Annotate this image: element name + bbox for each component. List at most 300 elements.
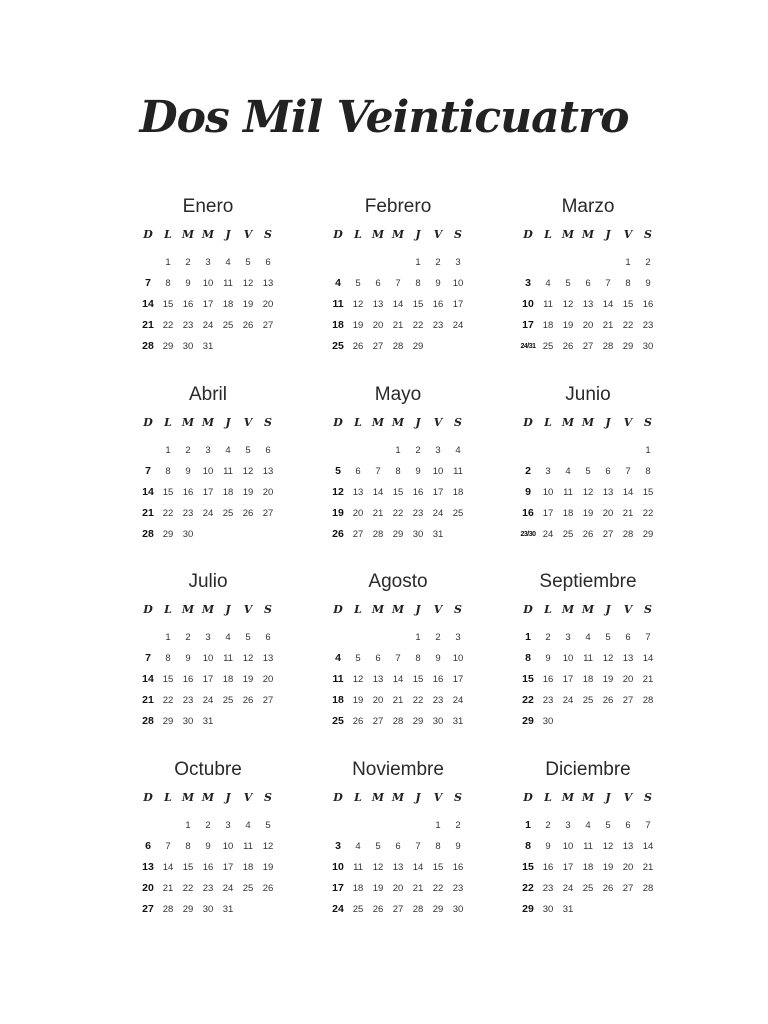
weekday-label: S (644, 416, 652, 429)
date-cell: 6 (375, 653, 381, 664)
date-cell: 12 (602, 653, 614, 664)
date-cell: 7 (395, 278, 401, 289)
week-row (138, 336, 278, 357)
date-cell: 16 (542, 862, 554, 873)
weekday-label: D (333, 603, 343, 616)
weekday-label: M (561, 228, 575, 241)
date-cell: 7 (625, 466, 631, 477)
date-cell: 12 (562, 299, 574, 310)
week-row (138, 524, 278, 545)
sunday-date: 7 (145, 652, 151, 664)
date-cell (388, 627, 408, 648)
sunday-date: 26 (332, 528, 344, 540)
date-cell: 5 (245, 445, 251, 456)
weekday-header (328, 603, 468, 616)
date-cell: 5 (605, 820, 611, 831)
sunday-date: 20 (142, 882, 154, 894)
sunday-date: 17 (522, 319, 534, 331)
sunday-date: 10 (522, 298, 534, 310)
weekday-header (328, 416, 468, 429)
date-cell: 26 (352, 716, 364, 727)
date-cell: 31 (452, 716, 464, 727)
weekday-label: M (181, 228, 195, 241)
weekday-header (518, 228, 658, 241)
date-cell: 24 (542, 529, 554, 540)
weekday-label: M (561, 416, 575, 429)
date-cell: 24 (202, 695, 214, 706)
sunday-date: 14 (142, 298, 154, 310)
date-cell: 1 (395, 445, 401, 456)
date-cell: 21 (642, 862, 654, 873)
week-row (328, 336, 468, 357)
sunday-date (328, 815, 348, 836)
sunday-date: 22 (522, 694, 534, 706)
date-cell: 11 (223, 466, 233, 477)
weekday-label: S (644, 228, 652, 241)
date-cell: 9 (185, 466, 191, 477)
date-cell: 21 (392, 320, 404, 331)
date-cell: 8 (185, 841, 191, 852)
weekday-label: V (243, 228, 253, 241)
date-cell: 18 (352, 883, 364, 894)
date-cell: 24 (562, 883, 574, 894)
date-cell (448, 524, 468, 545)
week-row (518, 648, 658, 669)
date-cell: 12 (352, 299, 364, 310)
date-cell: 17 (202, 674, 214, 685)
sunday-date: 10 (332, 861, 344, 873)
sunday-date: 15 (522, 861, 534, 873)
week-row (138, 440, 278, 461)
date-cell: 8 (395, 466, 401, 477)
weekday-label: V (243, 416, 253, 429)
weekday-header (518, 791, 658, 804)
date-cell: 4 (585, 632, 591, 643)
week-row (328, 440, 468, 461)
date-cell (558, 440, 578, 461)
date-cell: 17 (202, 487, 214, 498)
date-cell: 7 (415, 841, 421, 852)
date-cell: 30 (202, 904, 214, 915)
sunday-date: 21 (142, 507, 154, 519)
week-row (518, 482, 658, 503)
date-cell: 16 (542, 674, 554, 685)
date-cell: 20 (262, 674, 274, 685)
date-cell: 8 (415, 653, 421, 664)
date-cell: 26 (562, 341, 574, 352)
date-cell: 7 (645, 632, 651, 643)
month-name: Octubre (174, 759, 242, 780)
date-cell: 15 (432, 862, 444, 873)
date-cell (598, 252, 618, 273)
sunday-date: 12 (332, 486, 344, 498)
weekday-header (328, 791, 468, 804)
date-cell: 10 (202, 278, 214, 289)
date-cell: 29 (622, 341, 634, 352)
sunday-date: 4 (335, 277, 341, 289)
date-cell: 19 (262, 862, 274, 873)
sunday-date: 4 (335, 652, 341, 664)
date-cell: 5 (585, 466, 591, 477)
sunday-date: 21 (142, 319, 154, 331)
date-cell: 9 (455, 841, 461, 852)
date-cell: 25 (452, 508, 464, 519)
weekday-header (518, 416, 658, 429)
date-cell: 4 (585, 820, 591, 831)
date-cell (368, 627, 388, 648)
weekday-label: D (523, 791, 533, 804)
date-cell: 30 (412, 529, 424, 540)
date-cell: 16 (182, 487, 194, 498)
weekday-label: L (354, 228, 362, 241)
weekday-label: J (605, 791, 611, 804)
date-cell: 6 (375, 278, 381, 289)
date-cell: 2 (185, 257, 191, 268)
weekday-header (328, 228, 468, 241)
month-name: Febrero (364, 196, 432, 217)
weekday-label: M (391, 416, 405, 429)
week-row (138, 461, 278, 482)
date-cell: 9 (205, 841, 211, 852)
date-cell: 1 (165, 257, 171, 268)
date-cell: 8 (165, 653, 171, 664)
sunday-date (138, 252, 158, 273)
date-cell (348, 815, 368, 836)
date-cell: 20 (622, 862, 634, 873)
date-cell: 23 (542, 883, 554, 894)
weekday-label: V (243, 603, 253, 616)
weekday-label: D (333, 791, 343, 804)
date-cell: 14 (602, 299, 614, 310)
weekday-label: D (143, 791, 153, 804)
date-cell (368, 815, 388, 836)
date-cell: 2 (205, 820, 211, 831)
date-cell: 14 (372, 487, 384, 498)
date-cell: 15 (622, 299, 634, 310)
date-cell: 22 (162, 320, 174, 331)
date-cell: 28 (392, 716, 404, 727)
date-cell: 22 (392, 508, 404, 519)
week-row (138, 482, 278, 503)
date-cell: 12 (582, 487, 594, 498)
date-cell: 30 (432, 716, 444, 727)
date-cell: 20 (602, 508, 614, 519)
date-cell (258, 336, 278, 357)
date-cell: 7 (605, 278, 611, 289)
date-cell: 19 (242, 487, 254, 498)
weekday-label: M (561, 791, 575, 804)
date-cell (618, 440, 638, 461)
date-cell: 2 (435, 632, 441, 643)
date-cell: 30 (182, 716, 194, 727)
date-cell: 6 (585, 278, 591, 289)
weekday-header (138, 791, 278, 804)
week-row (518, 899, 658, 920)
weekday-label: J (225, 228, 231, 241)
sunday-date: 19 (332, 507, 344, 519)
sunday-date (138, 627, 158, 648)
weekday-label: M (391, 603, 405, 616)
date-cell (218, 524, 238, 545)
date-cell: 30 (542, 904, 554, 915)
week-row (138, 315, 278, 336)
date-cell: 27 (372, 341, 384, 352)
weekday-header (518, 603, 658, 616)
sunday-date: 28 (142, 340, 154, 352)
date-cell: 11 (563, 487, 573, 498)
date-cell: 13 (622, 653, 634, 664)
date-cell: 22 (412, 695, 424, 706)
date-cell: 16 (432, 299, 444, 310)
date-cell: 4 (455, 445, 461, 456)
date-cell: 28 (412, 904, 424, 915)
date-cell: 14 (642, 653, 654, 664)
date-cell (618, 711, 638, 732)
date-cell: 22 (162, 508, 174, 519)
date-cell: 6 (355, 466, 361, 477)
date-cell: 23 (202, 883, 214, 894)
date-cell: 12 (602, 841, 614, 852)
date-cell (578, 252, 598, 273)
date-cell: 16 (202, 862, 214, 873)
date-cell: 18 (562, 508, 574, 519)
date-cell: 18 (242, 862, 254, 873)
date-cell: 22 (622, 320, 634, 331)
date-cell: 19 (602, 674, 614, 685)
week-row (518, 524, 658, 545)
date-cell (448, 336, 468, 357)
weekday-header (138, 416, 278, 429)
date-cell (258, 899, 278, 920)
date-cell (538, 440, 558, 461)
date-cell (578, 440, 598, 461)
sunday-date (328, 252, 348, 273)
date-cell: 20 (372, 695, 384, 706)
weekday-label: M (181, 791, 195, 804)
date-cell (598, 711, 618, 732)
date-cell: 8 (165, 466, 171, 477)
weekday-label: J (605, 416, 611, 429)
date-cell: 4 (355, 841, 361, 852)
date-cell: 14 (642, 841, 654, 852)
week-row (518, 857, 658, 878)
date-cell: 27 (622, 695, 634, 706)
date-cell: 24 (202, 320, 214, 331)
date-cell: 11 (583, 653, 593, 664)
weekday-label: M (201, 228, 215, 241)
date-cell: 23 (412, 508, 424, 519)
week-row (138, 273, 278, 294)
date-cell: 24 (202, 508, 214, 519)
date-cell (388, 815, 408, 836)
weekday-label: J (415, 228, 421, 241)
week-row (138, 857, 278, 878)
date-cell (258, 711, 278, 732)
date-cell: 28 (642, 695, 654, 706)
date-cell: 27 (582, 341, 594, 352)
weekday-label: V (433, 416, 443, 429)
date-cell (238, 336, 258, 357)
date-cell: 25 (222, 508, 234, 519)
date-cell: 11 (223, 653, 233, 664)
date-cell: 9 (185, 653, 191, 664)
date-cell: 21 (642, 674, 654, 685)
weekday-label: M (201, 416, 215, 429)
date-cell: 16 (642, 299, 654, 310)
date-cell (238, 899, 258, 920)
weekday-label: D (333, 416, 343, 429)
date-cell: 6 (265, 632, 271, 643)
date-cell: 22 (642, 508, 654, 519)
date-cell (538, 252, 558, 273)
weekday-label: M (201, 791, 215, 804)
date-cell: 26 (582, 529, 594, 540)
date-cell: 23 (182, 320, 194, 331)
sunday-date: 23/30 (520, 531, 536, 538)
week-row (328, 878, 468, 899)
date-cell: 7 (165, 841, 171, 852)
date-cell: 31 (562, 904, 574, 915)
date-cell (368, 440, 388, 461)
date-cell: 15 (162, 299, 174, 310)
sunday-date: 18 (332, 694, 344, 706)
date-cell: 4 (565, 466, 571, 477)
date-cell: 19 (372, 883, 384, 894)
date-cell: 29 (392, 529, 404, 540)
weekday-label: L (544, 416, 552, 429)
sunday-date: 18 (332, 319, 344, 331)
date-cell: 21 (622, 508, 634, 519)
date-cell: 5 (355, 653, 361, 664)
date-cell: 13 (262, 653, 274, 664)
weekday-label: V (623, 228, 633, 241)
date-cell: 8 (625, 278, 631, 289)
date-cell: 26 (372, 904, 384, 915)
date-cell: 12 (242, 653, 254, 664)
week-row (328, 899, 468, 920)
weekday-label: L (164, 228, 172, 241)
date-cell (598, 440, 618, 461)
date-cell: 22 (412, 320, 424, 331)
date-cell: 26 (242, 508, 254, 519)
date-cell: 13 (372, 674, 384, 685)
sunday-date: 24/31 (520, 343, 536, 350)
date-cell: 14 (392, 299, 404, 310)
date-cell: 18 (542, 320, 554, 331)
date-cell: 6 (605, 466, 611, 477)
date-cell: 3 (565, 820, 571, 831)
date-cell: 13 (392, 862, 404, 873)
week-row (138, 878, 278, 899)
date-cell: 11 (243, 841, 253, 852)
date-cell: 11 (453, 466, 463, 477)
date-cell: 2 (435, 257, 441, 268)
date-cell: 17 (452, 674, 464, 685)
date-cell: 19 (242, 674, 254, 685)
date-cell: 3 (205, 632, 211, 643)
date-cell: 18 (452, 487, 464, 498)
week-row (138, 690, 278, 711)
sunday-date: 3 (525, 277, 531, 289)
month-name: Julio (188, 571, 228, 592)
date-cell: 2 (185, 445, 191, 456)
week-row (518, 669, 658, 690)
date-cell: 27 (602, 529, 614, 540)
date-cell: 3 (545, 466, 551, 477)
date-cell: 14 (622, 487, 634, 498)
week-row (328, 524, 468, 545)
weekday-label: J (415, 791, 421, 804)
date-cell: 27 (352, 529, 364, 540)
date-cell: 23 (182, 508, 194, 519)
date-cell: 12 (242, 466, 254, 477)
date-cell: 1 (165, 632, 171, 643)
date-cell: 24 (432, 508, 444, 519)
weekday-label: J (415, 603, 421, 616)
date-cell: 10 (562, 653, 574, 664)
date-cell: 5 (375, 841, 381, 852)
month-name: Marzo (561, 196, 615, 217)
date-cell: 3 (565, 632, 571, 643)
sunday-date (138, 815, 158, 836)
date-cell: 15 (642, 487, 654, 498)
date-cell: 28 (162, 904, 174, 915)
date-cell: 4 (245, 820, 251, 831)
week-row (138, 711, 278, 732)
date-cell (388, 252, 408, 273)
date-cell: 10 (432, 466, 444, 477)
date-cell: 31 (432, 529, 444, 540)
date-cell: 26 (242, 320, 254, 331)
date-cell: 8 (165, 278, 171, 289)
week-row (328, 857, 468, 878)
week-row (518, 315, 658, 336)
weekday-label: M (391, 791, 405, 804)
weekday-label: M (371, 228, 385, 241)
month-name: Junio (565, 384, 611, 405)
date-cell: 10 (222, 841, 234, 852)
date-cell: 3 (205, 257, 211, 268)
date-cell: 31 (222, 904, 234, 915)
date-cell: 26 (242, 695, 254, 706)
date-cell: 17 (222, 862, 234, 873)
weekday-label: J (605, 228, 611, 241)
month-name: Noviembre (352, 759, 444, 780)
sunday-date: 6 (145, 840, 151, 852)
weekday-label: V (243, 791, 253, 804)
weekday-label: S (264, 603, 272, 616)
date-cell: 19 (562, 320, 574, 331)
weekday-label: M (561, 603, 575, 616)
week-row (518, 815, 658, 836)
week-row (328, 315, 468, 336)
date-cell: 23 (432, 695, 444, 706)
sunday-date: 13 (142, 861, 154, 873)
date-cell: 9 (435, 653, 441, 664)
date-cell: 24 (562, 695, 574, 706)
week-row (328, 815, 468, 836)
date-cell: 29 (432, 904, 444, 915)
date-cell: 14 (392, 674, 404, 685)
week-row (328, 627, 468, 648)
date-cell: 20 (622, 674, 634, 685)
date-cell: 23 (642, 320, 654, 331)
date-cell: 24 (222, 883, 234, 894)
sunday-date: 28 (142, 528, 154, 540)
date-cell: 3 (455, 632, 461, 643)
date-cell: 15 (392, 487, 404, 498)
date-cell: 29 (412, 341, 424, 352)
